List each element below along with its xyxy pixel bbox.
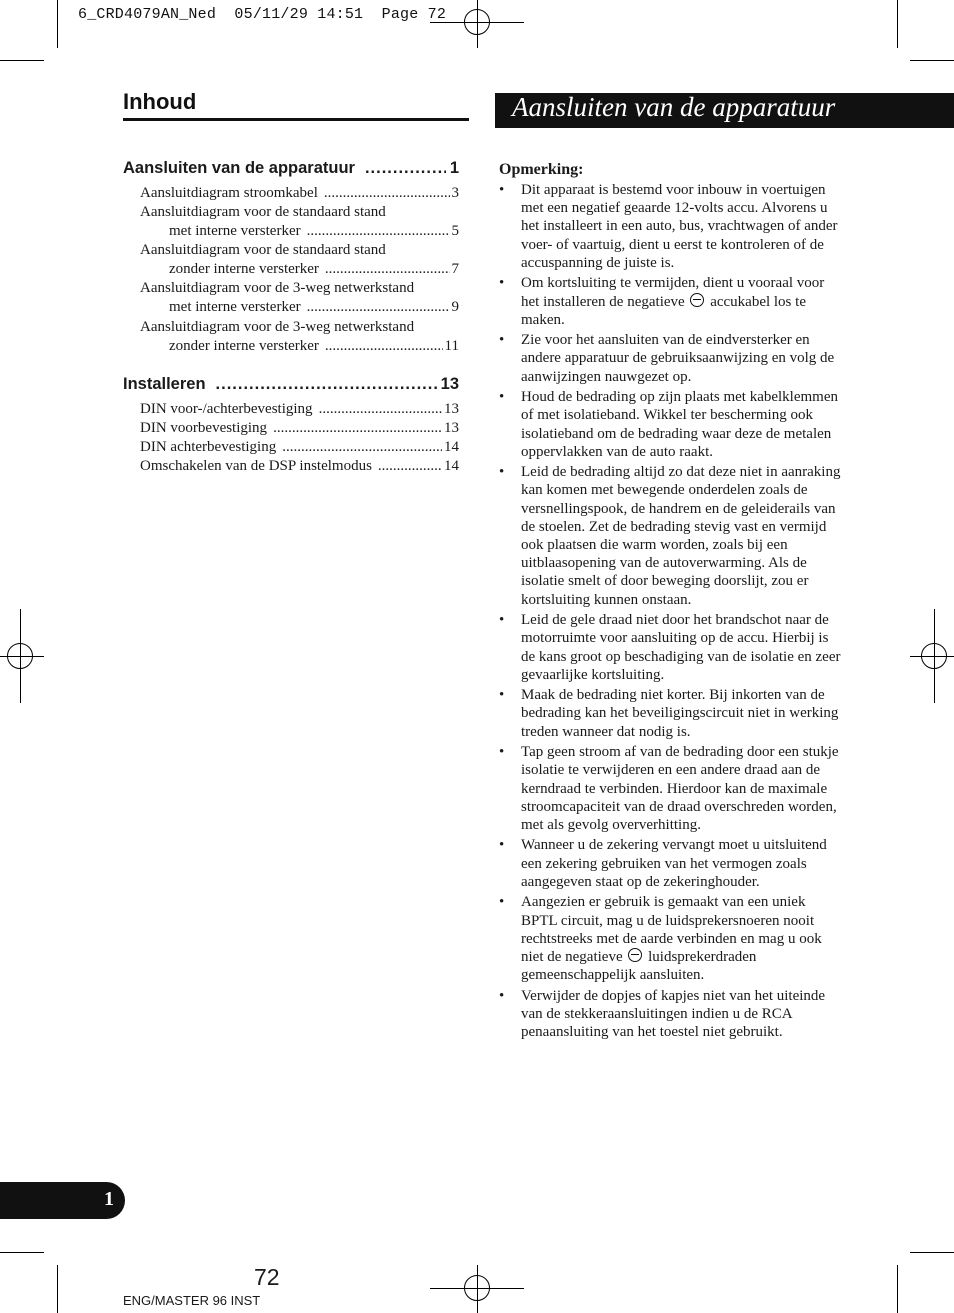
toc-heading-label: Installeren	[123, 375, 206, 393]
list-item: • Wanneer u de zekering vervangt moet u uitsluitend een zekering gebruiken van het vermogen zoals aangegeven staat op de zekeringhouder.	[499, 837, 827, 890]
list-item: • Leid de gele draad niet door het brandschot naar de motorruimte voor aansluiting op de accu. Hierbij is de kans groot op beschadiging van de isolatie en zeer gevaarlijke kortsluiting.	[499, 612, 841, 683]
toc-entry[interactable]: Omschakelen van de DSP instelmodus ..... 14	[140, 457, 459, 476]
toc-title-rule	[123, 118, 469, 121]
toc-entry[interactable]: Aansluitdiagram voor de 3-weg netwerkstand met interne versterker ..... 9	[140, 279, 459, 317]
negative-terminal-icon	[628, 948, 642, 962]
toc-heading[interactable]	[123, 375, 459, 394]
list-item: • Houd de bedrading op zijn plaats met kabelklemmen of met isolatieband. Wikkel ter bescherming ook isolatieband om de bedrading waar deze de metalen oppervlakken van de auto raakt.	[499, 389, 838, 460]
note-list	[499, 181, 841, 1044]
toc-entry[interactable]: DIN achterbevestiging ..... 14	[140, 438, 459, 457]
toc-entry[interactable]: Aansluitdiagram voor de standaard stand zonder interne versterker ..... 7	[140, 241, 459, 279]
list-item: • Maak de bedrading niet korter. Bij inkorten van de bedrading kan het beveiligingscircuit niet in werking treden wanneer dat nodig is.	[499, 687, 839, 740]
toc-heading[interactable]	[123, 159, 459, 178]
toc-entry[interactable]: DIN voor-/achterbevestiging ..... 13	[140, 400, 459, 419]
toc-entry[interactable]: Aansluitdiagram voor de standaard stand met interne versterker ..... 5	[140, 203, 459, 241]
toc-entry[interactable]: Aansluitdiagram voor de 3-weg netwerkstand zonder interne versterker ..... 11	[140, 318, 459, 356]
list-item: • Om kortsluiting te vermijden, dient u vooraal voor het installeren de negatieve accukabel los te maken.	[499, 275, 825, 328]
section-number: 1	[104, 1188, 114, 1210]
list-item: • Dit apparaat is bestemd voor inbouw in voertuigen met een negatief geaarde 12-volts accu. Alvorens u het installeert in een auto, bus, vrachtwagen of ander voer- of vaartuig, dient u eerst te kontroleren of de accuspanning de juiste is.	[499, 182, 838, 271]
footer-code: ENG/MASTER 96 INST	[123, 1293, 261, 1308]
list-item: • Aangezien er gebruik is gemaakt van een uniek BPTL circuit, mag u de luidsprekersnoeren nooit rechtstreeks met de aarde verbinden en mag u ook niet de negatieve luidsprekerdraden gemeenschappelijk aansluiten.	[499, 894, 822, 984]
toc-title: Inhoud	[123, 89, 197, 114]
section-banner-title: Aansluiten van de apparatuur	[512, 92, 836, 122]
toc-entry[interactable]: Aansluitdiagram stroomkabel ..... 3	[140, 184, 459, 203]
print-slug: 6_CRD4079AN_Ned 05/11/29 14:51 Page 72	[78, 6, 447, 23]
negative-terminal-icon	[690, 293, 704, 307]
list-item: • Leid de bedrading altijd zo dat deze niet in aanraking kan komen met bewegende onderdelen zoals de versnellingspook, de handrem en de geleiderails van de stoelen. Zet de bedrading stevig vast en vermijd ook plaatsen die warm worden, zoals bij een uitblaasopening van de autoverwarming. Als de isolatie smelt of door beweging doorslijt, zou er kortsluiting kunnen onstaan.	[499, 464, 841, 608]
toc-heading-label: Aansluiten van de apparatuur	[123, 159, 355, 177]
list-item: • Tap geen stroom af van de bedrading door een stukje isolatie te verwijderen en een andere draad aan de kerndraad te verbinden. Hierdoor kan de maximale stroomcapaciteit van de draad overschreden worden, met als gevolg oververhitting.	[499, 744, 839, 833]
list-item: • Verwijder de dopjes of kapjes niet van het uiteinde van de stekkeraansluitingen indien u de RCA penaansluiting van het toestel niet gebruikt.	[499, 987, 826, 1041]
toc-heading-page: 1	[449, 159, 459, 177]
page-number: 72	[254, 1264, 280, 1290]
list-item: • Zie voor het aansluiten van de eindversterker en andere apparatuur de gebruiksaanwijzing en volg de aanwijzingen nauwgezet op.	[499, 332, 835, 385]
note-label: Opmerking:	[499, 161, 584, 178]
toc-heading-page: 13	[440, 375, 459, 393]
toc-entry[interactable]: DIN voorbevestiging ..... 13	[140, 419, 459, 438]
